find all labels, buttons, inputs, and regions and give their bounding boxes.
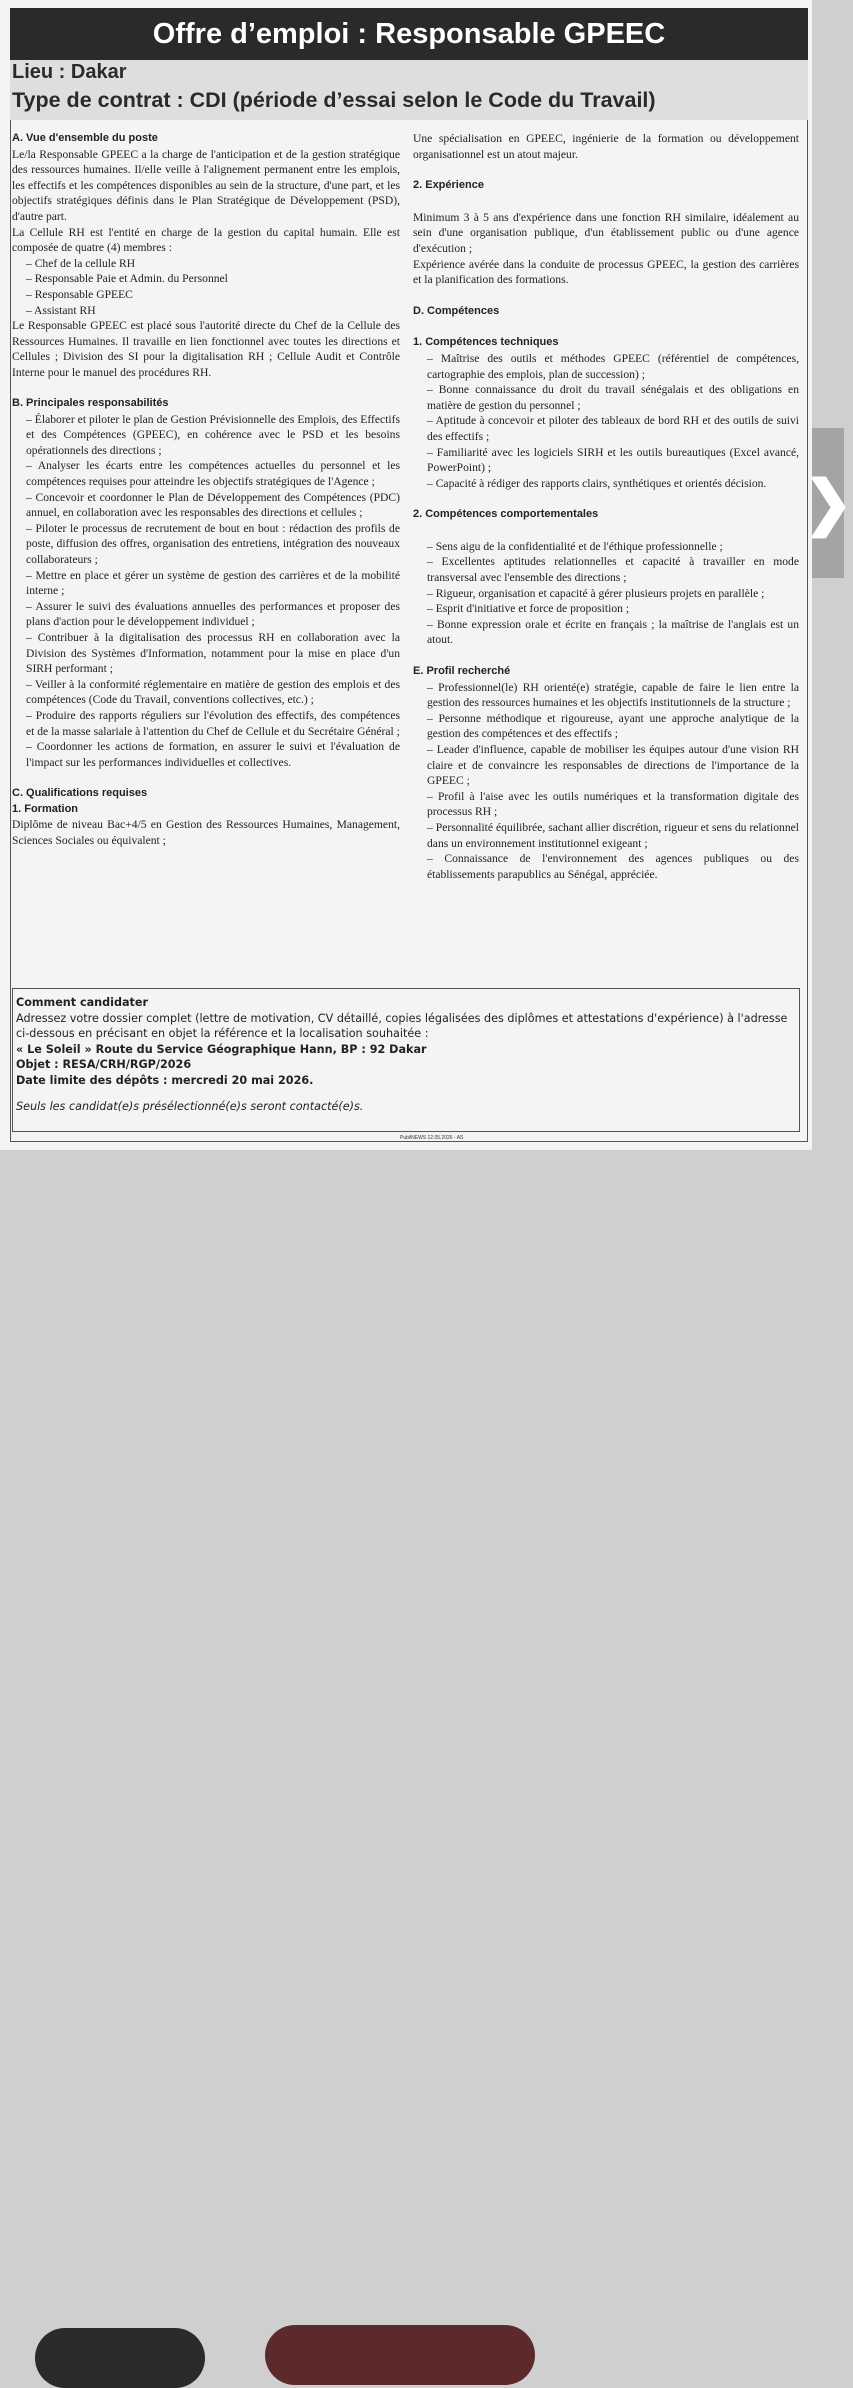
section-a-paragraph: Le/la Responsable GPEEC a la charge de l'anticipation et de la gestion stratégique des ressources humaines. Il/elle veille à l'alignement permanent entre les emplois, les effectifs et les compétences disponibles au sein de la structure, d'une part, et les objectifs stratégiques définis dans le Plan Stratégique de Développement (PSD), d'autre part.	[12, 147, 400, 223]
technical-skill-item: – Familiarité avec les logiciels SIRH et les outils bureautiques (Excel avancé, PowerPoint) ;	[427, 445, 799, 475]
technical-skills-list	[413, 351, 799, 491]
profile-item: – Leader d'influence, capable de mobiliser les équipes autour d'une vision RH claire et de convaincre les responsables de directions de l'importance de la GPEEC ;	[427, 743, 799, 788]
profile-item: – Connaissance de l'environnement des agences publiques ou des établissements parapublics au Sénégal, appréciée.	[427, 852, 799, 881]
technical-skill-item: – Bonne connaissance du droit du travail sénégalais et des obligations en matière de gestion du personnel ;	[427, 383, 799, 412]
job-title: Offre d’emploi : Responsable GPEEC	[10, 8, 808, 60]
experience-paragraph: Expérience avérée dans la conduite de processus GPEEC, la gestion des carrières et la planification des formations.	[413, 257, 799, 287]
experience-paragraph: Minimum 3 à 5 ans d'expérience dans une fonction RH similaire, idéalement au sein d'une organisation publique, d'un établissement public ou d'une agence d'exécution ;	[413, 210, 799, 255]
responsibility-item: – Concevoir et coordonner le Plan de Développement des Compétences (PDC) annuel, en collaboration avec les responsables des directions et cellules ;	[26, 490, 400, 520]
technical-skills-subtitle: 1. Compétences techniques	[413, 336, 559, 349]
profile-item: – Profil à l'aise avec les outils numériques et la transformation digitale des processus RH ;	[427, 789, 799, 819]
bottom-control[interactable]	[265, 2325, 535, 2385]
section-c-title: C. Qualifications requises	[12, 786, 148, 799]
section-d-title: D. Compétences	[413, 304, 500, 317]
section-e-title: E. Profil recherché	[413, 665, 511, 678]
behavioral-skills-list	[413, 539, 799, 648]
member-item: – Chef de la cellule RH	[26, 256, 136, 270]
bottom-bar	[0, 1150, 844, 1199]
technical-skill-item: – Aptitude à concevoir et piloter des tableaux de bord RH et des outils de suivi des effectifs ;	[427, 414, 799, 443]
apply-object: Objet : RESA/CRH/RGP/2026	[16, 1058, 192, 1072]
section-a-title: A. Vue d'ensemble du poste	[12, 132, 158, 144]
responsibility-item: – Assurer le suivi des évaluations annuelles des performances et proposer des plans d'action pour le développement individuel ;	[26, 599, 400, 629]
application-box	[12, 988, 800, 1132]
profile-item: – Personnalité équilibrée, sachant allier discrétion, rigueur et sens du relationnel dans un environnement institutionnel exigeant ;	[427, 820, 799, 850]
responsibility-item: – Coordonner les actions de formation, en assurer le suivi et l'évaluation de l'impact sur les performances individuelles et collectives.	[26, 740, 400, 769]
behavioral-skill-item: – Esprit d'initiative et force de proposition ;	[427, 602, 630, 616]
responsibilities-list	[12, 412, 400, 771]
bottom-control[interactable]	[35, 2328, 205, 2388]
responsibility-item: – Élaborer et piloter le plan de Gestion Prévisionnelle des Emplois, des Effectifs et des Compétences (GPEEC), en cohérence avec le PSD et les besoins opérationnels des directions ;	[26, 412, 400, 457]
section-b-title: B. Principales responsabilités	[12, 397, 169, 410]
technical-skill-item: – Maîtrise des outils et méthodes GPEEC (référentiel de compétences, cartographie des emplois, plan de succession) ;	[427, 351, 799, 381]
behavioral-skill-item: – Bonne expression orale et écrite en français ; la maîtrise de l'anglais est un atout.	[427, 617, 799, 647]
behavioral-skills-subtitle: 2. Compétences comportementales	[413, 508, 599, 521]
apply-deadline: Date limite des dépôts : mercredi 20 mai 2026.	[16, 1073, 314, 1087]
experience-subtitle: 2. Expérience	[413, 179, 484, 192]
apply-note: Seuls les candidat(e)s présélectionné(e)s seront contacté(e)s.	[16, 1099, 364, 1113]
responsibility-item: – Mettre en place et gérer un système de gestion des carrières et de la mobilité interne ;	[26, 568, 400, 598]
behavioral-skill-item: – Rigueur, organisation et capacité à gérer plusieurs projets en parallèle ;	[427, 586, 765, 600]
responsibility-item: – Piloter le processus de recrutement de bout en bout : rédaction des profils de poste, diffusion des offres, organisation des entretiens, intégration des nouveaux collaborateurs ;	[26, 521, 400, 567]
technical-skill-item: – Capacité à rédiger des rapports clairs, synthétiques et orientés décision.	[427, 476, 767, 490]
formation-subtitle: 1. Formation	[12, 802, 79, 815]
footer-tag: PubliNEWS 12.05.2026 - AS	[400, 1135, 464, 1141]
member-item: – Responsable GPEEC	[26, 287, 133, 301]
formation-paragraph: Diplôme de niveau Bac+4/5 en Gestion des Ressources Humaines, Management, Sciences Sociales ou équivalent ;	[12, 818, 400, 847]
right-column	[413, 131, 799, 882]
responsibility-item: – Veiller à la conformité réglementaire en matière de gestion des emplois et des compétences (Code du Travail, conventions collectives, etc.) ;	[26, 677, 400, 707]
profile-item: – Professionnel(le) RH orienté(e) stratégie, capable de faire le lien entre la gestion des ressources humaines et les objectifs institutionnels de la structure ;	[427, 680, 799, 710]
member-item: – Assistant RH	[26, 303, 96, 317]
section-a-paragraph: La Cellule RH est l'entité en charge de la gestion du capital humain. Elle est composée de quatre (4) membres :	[12, 225, 400, 255]
section-a-paragraph: Le Responsable GPEEC est placé sous l'autorité directe du Chef de la Cellule des Ressources Humaines. Il travaille en lien fonctionnel avec toutes les directions et Cellules ; Division des SI pour la digitalisation RH ; Cellule Audit et Contrôle Interne pour le manuel des procédures RH.	[12, 319, 400, 379]
apply-address: « Le Soleil » Route du Service Géographique Hann, BP : 92 Dakar	[16, 1042, 427, 1056]
next-page-button[interactable]	[802, 428, 853, 578]
members-list	[12, 256, 400, 318]
location: Lieu : Dakar	[12, 61, 127, 83]
left-column	[12, 131, 400, 848]
behavioral-skill-item: – Sens aigu de la confidentialité et de l'éthique professionnelle ;	[427, 539, 723, 553]
apply-title: Comment candidater	[16, 996, 149, 1009]
responsibility-item: – Analyser les écarts entre les compétences actuelles du personnel et les compétences requises pour atteindre les objectifs stratégiques de l'Agence ;	[26, 459, 400, 489]
chevron-right-icon: ❯	[802, 469, 853, 536]
member-item: – Responsable Paie et Admin. du Personnel	[26, 272, 228, 286]
specialisation-paragraph: Une spécialisation en GPEEC, ingénierie de la formation ou développement organisationnel est un atout majeur.	[413, 132, 799, 161]
contract-type: Type de contrat : CDI (période d’essai selon le Code du Travail)	[12, 88, 656, 112]
document-page	[0, 0, 812, 1150]
profile-list	[413, 680, 799, 883]
responsibility-item: – Contribuer à la digitalisation des processus RH en collaboration avec la Division des Systèmes d'Information, notamment pour la mise en place d'un SIRH performant ;	[26, 631, 400, 676]
behavioral-skill-item: – Excellentes aptitudes relationnelles et capacité à travailler en mode transversal avec l'ensemble des directions ;	[427, 555, 799, 585]
apply-instructions: Adressez votre dossier complet (lettre de motivation, CV détaillé, copies légalisées des diplômes et attestations d'expérience) à l'adresse ci-dessous en précisant en objet la référence et la localisation souhaitée :	[16, 1011, 788, 1041]
profile-item: – Personne méthodique et rigoureuse, ayant une approche analytique de la gestion des compétences et des effectifs ;	[427, 711, 799, 741]
responsibility-item: – Produire des rapports réguliers sur l'évolution des effectifs, des compétences et de la masse salariale à l'attention du Chef de Cellule et du Secrétaire Général ;	[26, 708, 400, 738]
